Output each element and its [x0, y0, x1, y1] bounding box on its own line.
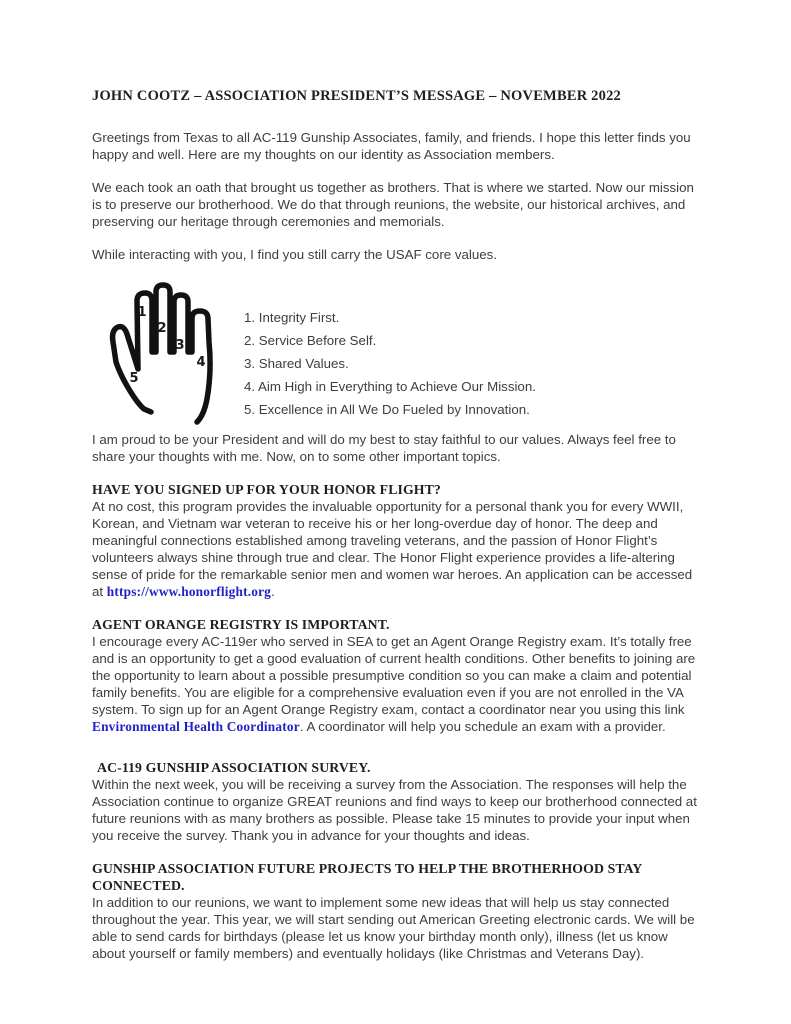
agent-orange-text-after: . A coordinator will help you schedule an exam with a provider.	[299, 719, 666, 734]
finger-label-3: 3	[175, 338, 185, 353]
core-values-list	[236, 281, 536, 421]
paragraph-oath: We each took an oath that brought us together as brothers. That is where we started. Now our mission is to preserve our brotherhood. We do that through reunions, the website, our historical archives, and preserving our heritage through ceremonies and memorials.	[92, 180, 694, 229]
agent-orange-text-before: I encourage every AC-119er who served in SEA to get an Agent Orange Registry exam. It’s totally free and is an opportunity to get a good evaluation of current health conditions. Other benefits to joining are the opportunity to learn about a possible presumptive condition so you can make a claim and potential family benefits. You are eligible for a comprehensive evaluation even if you are not enrolled in the VA system. To sign up for an Agent Orange Registry exam, contact a coordinator near you using this link	[92, 634, 696, 717]
section-body-agent-orange	[92, 633, 700, 735]
section-body-future-projects: In addition to our reunions, we want to implement some new ideas that will help us stay connected throughout the year. This year, we will start sending out American Greeting electronic cards. We will be able to send cards for birthdays (please let us know your birthday month only), illness (let us know about yourself or family members) and eventually holidays (like Christmas and Veterans Day).	[92, 895, 695, 961]
core-value-item: 1. Integrity First.	[244, 310, 340, 325]
hand-illustration	[104, 281, 236, 429]
section-future-projects	[92, 860, 700, 962]
section-agent-orange	[92, 616, 700, 735]
honor-flight-text-before: At no cost, this program provides the invaluable opportunity for a personal thank you for every WWII, Korean, and Vietnam war veteran to receive his or her long-overdue day of honor. The deep and meaningful connections established among traveling veterans, and the passion of Honor Flight’s volunteers always shine through true and clear. The Honor Flight experience provides a life-altering sense of pride for the remarkable senior men and women war heroes. An application can be accessed at	[92, 499, 693, 599]
core-value-item: 5. Excellence in All We Do Fueled by Innovation.	[244, 402, 530, 417]
hand-outline-path	[113, 285, 210, 422]
section-heading-honor-flight: HAVE YOU SIGNED UP FOR YOUR HONOR FLIGHT?	[92, 482, 441, 497]
finger-label-1: 1	[137, 305, 147, 320]
paragraph-greeting: Greetings from Texas to all AC-119 Gunship Associates, family, and friends. I hope this letter finds you happy and well. Here are my thoughts on our identity as Association members.	[92, 130, 691, 162]
section-heading-future-projects: GUNSHIP ASSOCIATION FUTURE PROJECTS TO HELP THE BROTHERHOOD STAY CONNECTED.	[92, 861, 642, 893]
section-heading-agent-orange: AGENT ORANGE REGISTRY IS IMPORTANT.	[92, 617, 390, 632]
core-value-item: 3. Shared Values.	[244, 356, 349, 371]
hand-drawing-icon	[104, 281, 236, 429]
core-value-item: 4. Aim High in Everything to Achieve Our Mission.	[244, 379, 536, 394]
paragraph-core-values-intro: While interacting with you, I find you still carry the USAF core values.	[92, 247, 497, 262]
environmental-health-coordinator-link[interactable]: Environmental Health Coordinator	[92, 719, 300, 734]
finger-label-4: 4	[196, 355, 206, 370]
section-survey	[92, 759, 700, 844]
core-value-item: 2. Service Before Self.	[244, 333, 377, 348]
finger-label-2: 2	[157, 321, 167, 336]
honorflight-link[interactable]: https://www.honorflight.org	[106, 584, 272, 599]
section-body-survey: Within the next week, you will be receiving a survey from the Association. The responses will help the Association continue to organize GREAT reunions and find ways to keep our brotherhood connected at future reunions with as many brothers as possible. Please take 15 minutes to provide your input when you receive the survey. Thank you in advance for your thoughts and ideas.	[92, 777, 697, 843]
honor-flight-text-after: .	[271, 584, 275, 599]
section-body-honor-flight	[92, 498, 700, 600]
core-values-figure	[92, 281, 700, 429]
section-heading-survey: AC-119 GUNSHIP ASSOCIATION SURVEY.	[97, 760, 371, 775]
section-honor-flight	[92, 481, 700, 600]
finger-label-5: 5	[129, 371, 139, 386]
paragraph-proud: I am proud to be your President and will do my best to stay faithful to our values. Always feel free to share your thoughts with me. Now, on to some other important topics.	[92, 432, 676, 464]
page-title: JOHN COOTZ – ASSOCIATION PRESIDENT’S MESSAGE – NOVEMBER 2022	[92, 88, 621, 104]
